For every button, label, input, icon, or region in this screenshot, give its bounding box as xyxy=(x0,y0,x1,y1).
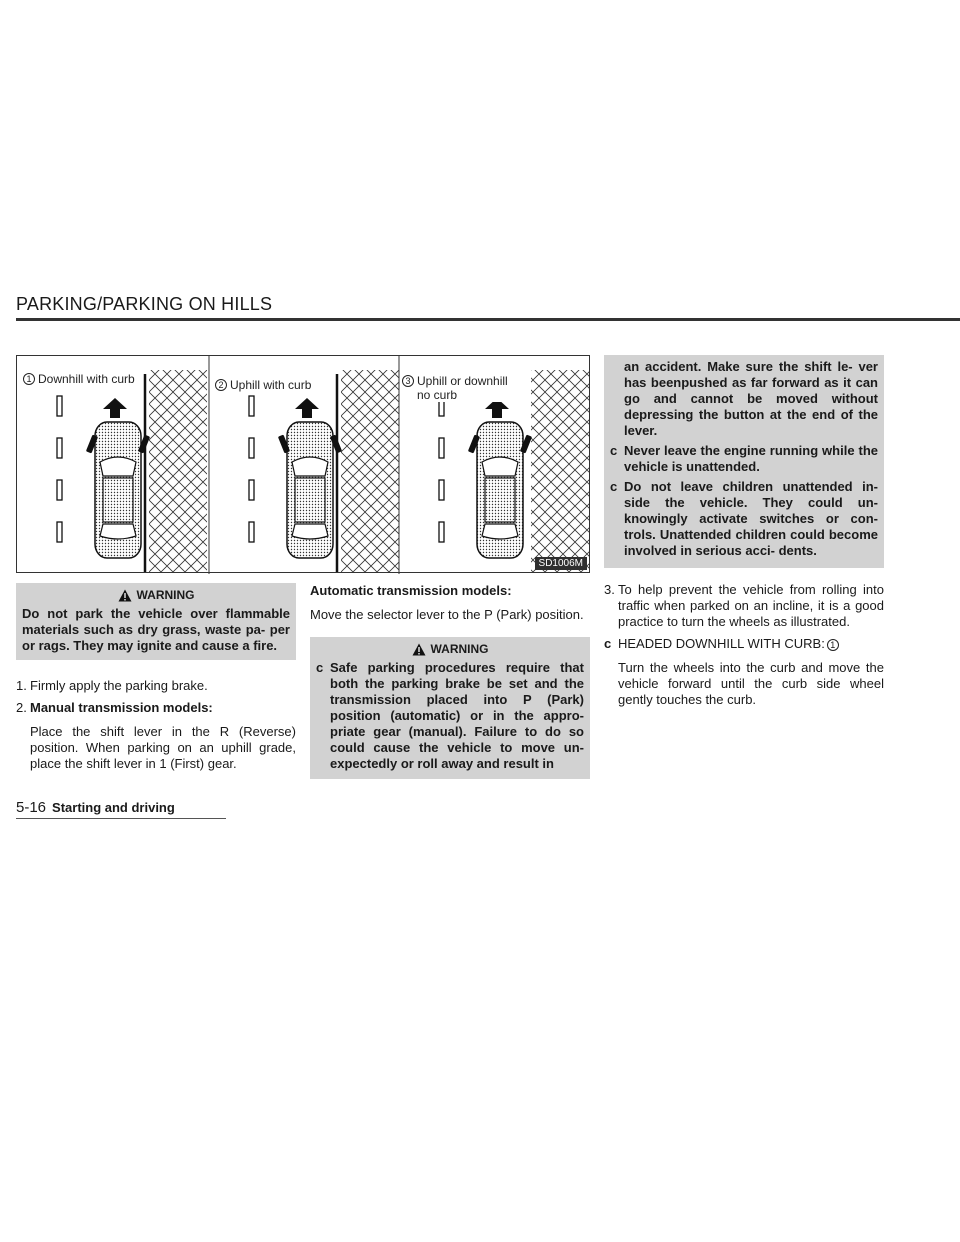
lane-mark xyxy=(249,522,254,542)
warning-heading-2 xyxy=(316,642,584,656)
step-3 xyxy=(604,582,884,630)
step-2 xyxy=(16,700,296,716)
step-1 xyxy=(16,678,296,694)
warning-box-2 xyxy=(310,637,590,779)
panel-3-text-line1: Uphill or downhill xyxy=(417,374,508,388)
warning-2-bullet-3-text: Do not leave children unattended in- side the vehicle. They could un- knowingly activate switches or con- trols. Unattended children could become involved in serious acci- dents. xyxy=(624,479,878,558)
column-1 xyxy=(16,583,296,772)
direction-arrow xyxy=(103,398,127,418)
panel-3-number: 3 xyxy=(402,375,414,387)
lane-mark xyxy=(57,480,62,500)
warning-box-1 xyxy=(16,583,296,660)
bullet-mark: c xyxy=(610,443,618,458)
column-2 xyxy=(310,583,590,779)
panel-1-label xyxy=(23,372,137,386)
warning-heading-text-1: WARNING xyxy=(136,588,195,602)
car-roof xyxy=(103,478,133,522)
car-roof xyxy=(485,478,515,522)
section-name: Starting and driving xyxy=(52,800,175,815)
lane-mark xyxy=(249,480,254,500)
panel-2-text: Uphill with curb xyxy=(230,378,312,392)
step-1-text: Firmly apply the parking brake. xyxy=(30,678,208,693)
parking-illustration xyxy=(16,355,590,573)
bullet-mark: c xyxy=(316,660,324,675)
warning-heading-1 xyxy=(22,588,290,602)
page-number: 5-16 xyxy=(16,799,47,816)
lane-mark xyxy=(439,522,444,542)
lane-mark xyxy=(439,438,444,458)
lane-mark xyxy=(57,522,62,542)
car-rear-window xyxy=(292,524,328,539)
step-3-sub-text: Turn the wheels into the curb and move the vehicle forward until the curb side wheel gently touches the curb. xyxy=(618,660,884,707)
warning-2-bullet-1-text: Safe parking procedures require that both the parking brake be set and the transmission placed into P (Park) position (automatic) or in the appro- priate gear (manual). Failure to do so could cause the vehicle to move un- expectedly or roll away and result in xyxy=(330,660,584,771)
sidewalk-hatch-uphill-with-curb xyxy=(341,370,399,572)
warning-box-2-continued xyxy=(604,355,884,568)
lane-mark xyxy=(439,480,444,500)
warning-2-bullet-1 xyxy=(316,660,584,772)
car-roof xyxy=(295,478,325,522)
automatic-title: Automatic transmission models: xyxy=(310,583,512,598)
direction-arrow xyxy=(295,398,319,418)
warning-2-bullet-1-continued: an accident. Make sure the shift le- ver has beenpushed as far forward as it can go and cannot be moved without depressing the button at the end of the lever. xyxy=(624,359,878,438)
warning-triangle-icon xyxy=(118,589,132,602)
lane-mark xyxy=(57,438,62,458)
step-3-number: 3. xyxy=(604,582,615,597)
step-2-number: 2. xyxy=(16,700,27,715)
car-rear-window xyxy=(100,524,136,539)
lane-mark xyxy=(249,438,254,458)
step-3-bullet-text: HEADED DOWNHILL WITH CURB: xyxy=(618,636,825,651)
panel-1-number: 1 xyxy=(23,373,35,385)
car-windshield xyxy=(482,457,518,476)
lane-mark xyxy=(249,396,254,416)
panel-2-number: 2 xyxy=(215,379,227,391)
panel-2-label xyxy=(215,378,313,392)
step-2-text: Place the shift lever in the R (Reverse) position. When parking on an uphill grade, place the shift lever in 1 (First) gear. xyxy=(30,724,296,771)
panel-1-text: Downhill with curb xyxy=(38,372,135,386)
step-3-bullet xyxy=(604,636,884,652)
column-3 xyxy=(604,355,884,708)
bullet-mark: c xyxy=(604,636,612,651)
figure-ref-number: 1 xyxy=(827,639,839,651)
sidewalk-hatch-no-curb xyxy=(531,370,589,572)
title-rule xyxy=(16,318,960,321)
car-rear-window xyxy=(482,524,518,539)
figure-code: SD1006M xyxy=(535,557,587,570)
step-1-number: 1. xyxy=(16,678,27,693)
step-2-title: Manual transmission models: xyxy=(30,700,213,715)
car-windshield xyxy=(100,457,136,476)
warning-triangle-icon xyxy=(412,643,426,656)
automatic-text: Move the selector lever to the P (Park) position. xyxy=(310,607,584,622)
warning-text-1: Do not park the vehicle over flammable materials such as dry grass, waste pa- per or rags. They may ignite and cause a fire. xyxy=(22,606,290,653)
page-title: PARKING/PARKING ON HILLS xyxy=(16,294,273,314)
warning-2-bullet-3 xyxy=(610,479,878,559)
sidewalk-hatch-downhill-with-curb xyxy=(149,370,207,572)
step-3-text: To help prevent the vehicle from rolling into traffic when parked on an incline, it is a good practice to turn the wheels as illustrated. xyxy=(618,582,884,629)
page-footer xyxy=(16,799,175,816)
warning-2-bullet-2 xyxy=(610,443,878,475)
lane-mark xyxy=(57,396,62,416)
warning-2-bullet-2-text: Never leave the engine running while the vehicle is unattended. xyxy=(624,443,878,474)
footer-rule xyxy=(16,818,226,819)
panel-3-label xyxy=(402,374,510,402)
car-windshield xyxy=(292,457,328,476)
warning-heading-text-2: WARNING xyxy=(430,642,489,656)
bullet-mark: c xyxy=(610,479,618,494)
panel-3-text-line2: no curb xyxy=(417,388,458,402)
